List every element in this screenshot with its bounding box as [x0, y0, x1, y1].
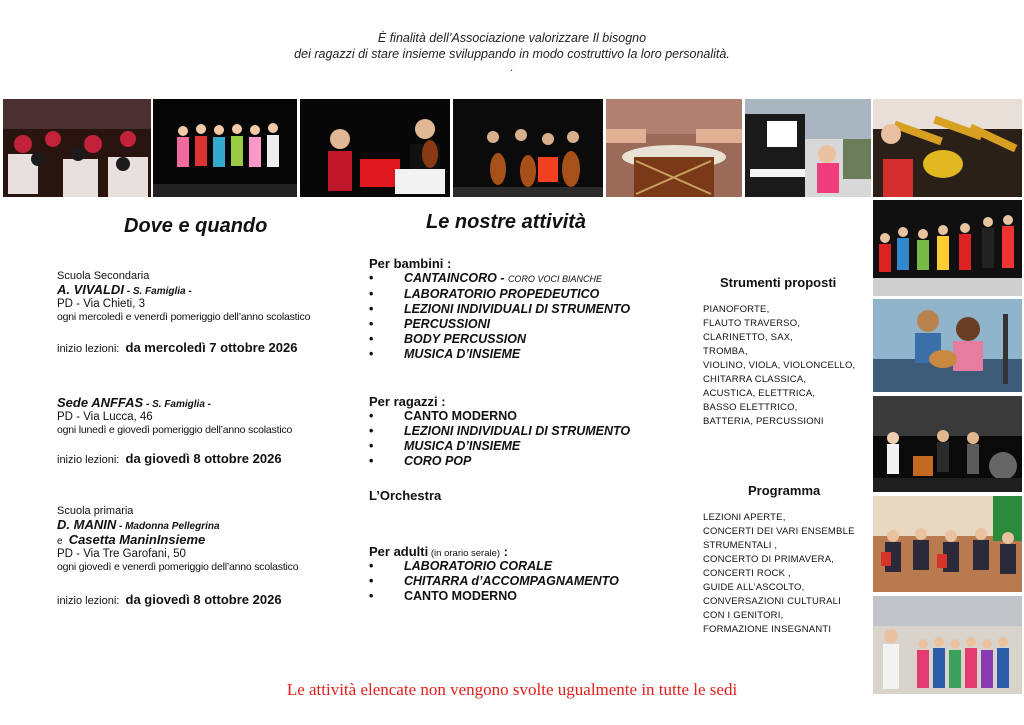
photo-guitar-ensemble — [873, 496, 1022, 592]
program-line: CONCERTO DI PRIMAVERA, — [703, 554, 835, 565]
location-start — [57, 451, 282, 466]
start-label: inizio lezioni: — [57, 454, 120, 466]
location-address: PD - Via Lucca, 46 — [57, 411, 153, 423]
intro-line-3: . — [510, 62, 514, 74]
intro-line-1: È finalità dell’Associazione valorizzare Il bisogno — [377, 31, 647, 45]
instruments-list — [703, 303, 871, 429]
program-title: Programma — [748, 483, 821, 498]
location-start — [57, 340, 297, 355]
footer-note: Le attività elencate non vengono svolte ugualmente in tutte le sedi — [286, 680, 738, 699]
activities-teens — [369, 394, 689, 469]
activity-item: • LEZIONI INDIVIDUALI DI STRUMENTO — [369, 302, 689, 317]
activity-item: • CORO POP — [369, 454, 689, 469]
location-parish: - S. Famiglia - — [143, 399, 211, 410]
program-line: FORMAZIONE INSEGNANTI — [703, 624, 832, 635]
start-date: da giovedì 8 ottobre 2026 — [125, 592, 282, 607]
activity-item: • LABORATORIO PROPEDEUTICO — [369, 287, 689, 302]
instrument-line: PIANOFORTE, — [703, 304, 770, 315]
location-schedule: ogni giovedì e venerdì pomeriggio dell’anno scolastico — [57, 561, 299, 573]
location-kind: Scuola Secondaria — [57, 270, 150, 282]
location-schedule: ogni mercoledì e venerdì pomeriggio dell’anno scolastico — [57, 311, 311, 323]
location-name-2: Casetta ManinInsieme — [68, 532, 206, 547]
group-title: Per bambini : — [369, 256, 452, 271]
activities-adults: Per adulti (in orario serale) : • LABORATORIO CORALE • CHITARRA d’ACCOMPAGNAMENTO • CANTO MODERNO — [369, 544, 689, 604]
location-name: D. MANIN — [57, 517, 117, 532]
instrument-line: TROMBA, — [703, 346, 748, 357]
start-date: da mercoledì 7 ottobre 2026 — [125, 340, 298, 355]
location-name: A. VIVALDI — [57, 282, 124, 297]
photo-djembe — [606, 99, 742, 197]
activity-item: • CANTAINCORO - CORO VOCI BIANCHE — [369, 271, 689, 287]
photo-guitar-students — [873, 299, 1022, 392]
orchestra-title: L’Orchestra — [369, 488, 442, 503]
activity-note: CORO VOCI BIANCHE — [507, 274, 602, 284]
program-list — [703, 511, 871, 637]
intro-text — [0, 30, 1024, 74]
location-conjunction: e — [57, 536, 63, 547]
start-label: inizio lezioni: — [57, 343, 120, 355]
location-start — [57, 592, 282, 607]
group-title: Per ragazzi : — [369, 394, 446, 409]
program-line: CONCERTI DEI VARI ENSEMBLE — [703, 526, 855, 537]
location-vivaldi — [57, 270, 357, 324]
instrument-line: CHITARRA CLASSICA, — [703, 374, 807, 385]
location-manin — [57, 505, 357, 574]
intro-line-2: dei ragazzi di stare insieme sviluppando in modo costruttivo la loro personalità. — [294, 47, 730, 61]
location-schedule: ogni lunedì e giovedì pomeriggio dell’anno scolastico — [57, 424, 293, 436]
heading-where-when: Dove e quando — [124, 215, 268, 237]
program-line: LEZIONI APERTE, — [703, 512, 786, 523]
location-name: Sede ANFFAS — [57, 395, 144, 410]
activity-item: • LABORATORIO CORALE — [369, 559, 689, 574]
location-anffas — [57, 396, 357, 437]
start-date: da giovedì 8 ottobre 2026 — [125, 451, 282, 466]
instrument-line: BATTERIA, PERCUSSIONI — [703, 416, 824, 427]
program-line: CONCERTI ROCK , — [703, 568, 791, 579]
instrument-line: FLAUTO TRAVERSO, — [703, 318, 801, 329]
group-note: (in orario serale) — [428, 548, 501, 559]
instrument-line: ACUSTICA, ELETTRICA, — [703, 388, 816, 399]
activities-kids — [369, 256, 689, 362]
program-line: CON I GENITORI, — [703, 610, 784, 621]
heading-activities: Le nostre attività — [426, 211, 587, 233]
instruments-title: Strumenti proposti — [720, 275, 837, 290]
photo-children-singing — [153, 99, 297, 197]
location-address: PD - Via Tre Garofani, 50 — [57, 548, 186, 560]
activity-item: • CANTO MODERNO — [369, 589, 689, 604]
instrument-line: BASSO ELETTRICO, — [703, 402, 798, 413]
photo-piano — [745, 99, 871, 197]
activity-item: • CANTO MODERNO — [369, 409, 689, 424]
start-label: inizio lezioni: — [57, 595, 120, 607]
photo-violins — [300, 99, 450, 197]
location-address: PD - Via Chieti, 3 — [57, 298, 145, 310]
group-title: Per adulti — [369, 544, 429, 559]
activity-item: • CHITARRA d’ACCOMPAGNAMENTO — [369, 574, 689, 589]
photo-percussion-group — [873, 200, 1022, 296]
activity-item: • BODY PERCUSSION — [369, 332, 689, 347]
instrument-line: CLARINETTO, SAX, — [703, 332, 794, 343]
location-parish: - S. Famiglia - — [123, 286, 192, 297]
program-line: CONVERSAZIONI CULTURALI — [703, 596, 841, 607]
activity-item: • MUSICA D’INSIEME — [369, 439, 689, 454]
activity-item: • LEZIONI INDIVIDUALI DI STRUMENTO — [369, 424, 689, 439]
photo-cellos — [453, 99, 603, 197]
location-parish: - Madonna Pellegrina — [116, 521, 220, 532]
photo-trumpets — [873, 99, 1022, 197]
instrument-line: VIOLINO, VIOLA, VIOLONCELLO, — [703, 360, 856, 371]
program-line: GUIDE ALL’ASCOLTO, — [703, 582, 805, 593]
photo-choir-audience — [3, 99, 151, 197]
program-line: STRUMENTALI , — [703, 540, 778, 551]
activity-item: • PERCUSSIONI — [369, 317, 689, 332]
activity-item: • MUSICA D’INSIEME — [369, 347, 689, 362]
photo-rock-band — [873, 396, 1022, 492]
location-kind: Scuola primaria — [57, 505, 134, 517]
